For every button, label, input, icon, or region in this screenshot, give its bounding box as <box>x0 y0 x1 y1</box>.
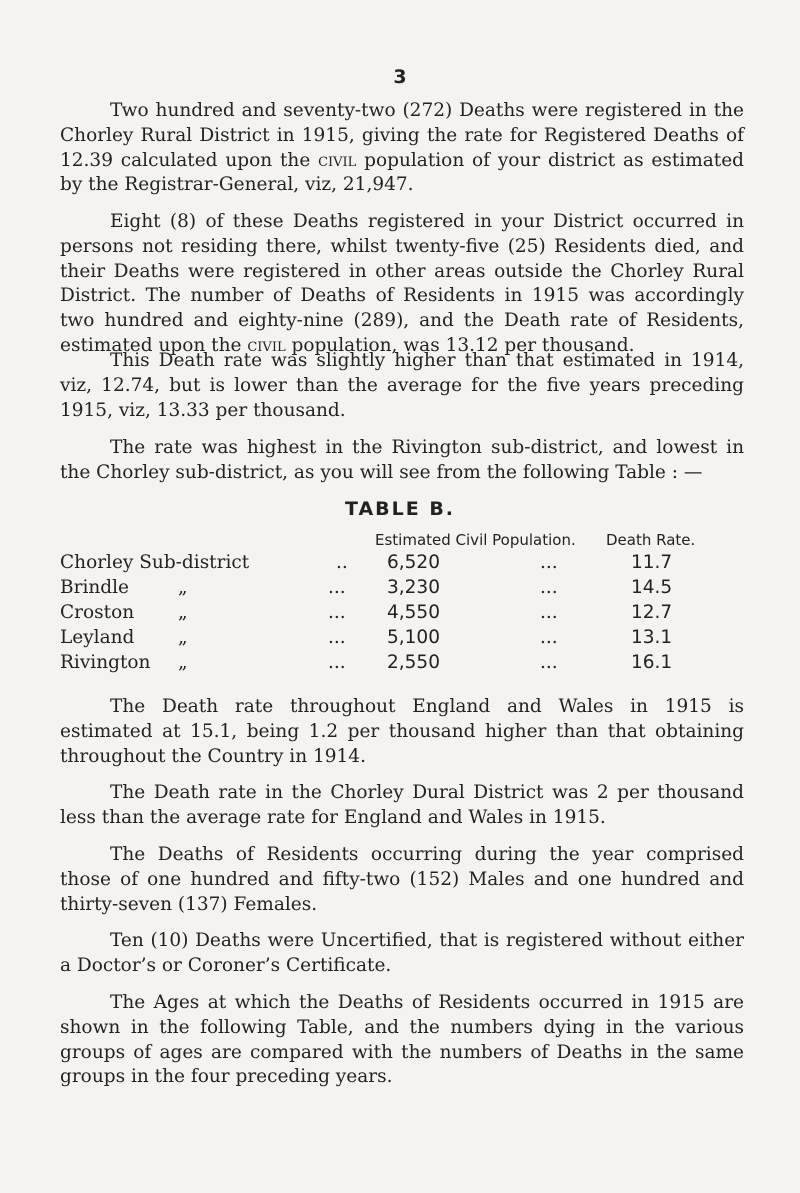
paragraph-sub-districts: The rate was highest in the Rivington sub-district, and lowest in the Chorley sub-district, as you will see from the following Table : — <box>60 437 744 483</box>
leader-dots: ... <box>328 627 346 648</box>
paragraph-text: Eight (8) of these Deaths registered in your District occurred in persons not residing there, whilst twenty-five (25) Residents died, and their Deaths were registered in other areas outside the Chorley Rural District. The number of Deaths of Residents in 1915 was accordingly two hundred and eighty-nine (289), and the Death rate of Residents, estimated upon the <box>60 211 744 356</box>
district-name: Brindle <box>60 577 129 598</box>
small-caps-word: civil <box>247 334 286 356</box>
table-row <box>0 602 800 626</box>
ditto-mark: „ <box>178 627 188 648</box>
paragraph-district-vs-average: The Death rate in the Chorley Dural District was 2 per thousand less than the average rate for England and Wales in 1915. <box>60 782 744 828</box>
column-header-death-rate: Death Rate. <box>606 531 696 549</box>
paragraph-text: population, was 13.12 per thousand. <box>285 334 635 356</box>
paragraph-ages-table-intro: The Ages at which the Deaths of Residents occurred in 1915 are shown in the following Table, and the numbers dying in the various groups of ages are compared with the numbers of Deaths in the same groups in the four preceding years. <box>60 992 744 1088</box>
paragraph-residents <box>60 210 744 359</box>
district-name: Leyland <box>60 627 135 648</box>
ditto-mark: „ <box>178 652 188 673</box>
page-number: 3 <box>393 66 407 88</box>
population-value: 3,230 <box>387 577 440 598</box>
table-row <box>0 652 800 676</box>
death-rate-value: 14.5 <box>631 577 673 598</box>
death-rate-value: 11.7 <box>631 552 673 573</box>
leader-dots: ... <box>328 577 346 598</box>
paragraph-deaths-registered <box>60 99 744 198</box>
population-value: 6,520 <box>387 552 440 573</box>
table-title: TABLE B. <box>344 498 456 520</box>
small-caps-word: civil <box>318 149 357 171</box>
death-rate-value: 16.1 <box>631 652 673 673</box>
district-name: Rivington <box>60 652 151 673</box>
population-value: 4,550 <box>387 602 440 623</box>
paragraph-uncertified: Ten (10) Deaths were Uncertified, that is registered without either a Doctor’s or Coroner’s Certificate. <box>60 930 744 976</box>
paragraph-males-females: The Deaths of Residents occurring during the year comprised those of one hundred and fifty-two (152) Males and one hundred and thirty-seven (137) Females. <box>60 844 744 915</box>
ditto-mark: „ <box>178 602 188 623</box>
leader-dots: ... <box>328 652 346 673</box>
leader-dots: ... <box>540 577 558 598</box>
death-rate-value: 12.7 <box>631 602 673 623</box>
district-name: Chorley Sub-district <box>60 552 250 573</box>
leader-dots: ... <box>540 652 558 673</box>
paragraph-text: Two hundred and seventy-two (272) Deaths were registered in the Chorley Rural District in 1915, giving the rate for Registered Deaths of 12.39 calculated upon the <box>60 100 744 171</box>
paragraph-comparison-1914: This Death rate was slightly higher than that estimated in 1914, viz, 12.74, but is lower than the average for the five years preceding 1915, viz, 13.33 per thousand. <box>60 350 744 421</box>
leader-dots: ... <box>540 627 558 648</box>
ditto-mark: „ <box>178 577 188 598</box>
paragraph-england-wales: The Death rate throughout England and Wales in 1915 is estimated at 15.1, being 1.2 per thousand higher than that obtaining throughout the Country in 1914. <box>60 696 744 767</box>
population-value: 5,100 <box>387 627 440 648</box>
death-rate-value: 13.1 <box>631 627 673 648</box>
leader-dots: ... <box>540 602 558 623</box>
leader-dots: ... <box>540 552 558 573</box>
paragraph-text: population of your district as estimated by the Registrar-General, viz, 21,947. <box>60 149 744 196</box>
table-row <box>0 627 800 651</box>
district-name: Croston <box>60 602 135 623</box>
leader-dots: ... <box>328 602 346 623</box>
table-row <box>0 577 800 601</box>
table-row <box>0 552 800 576</box>
column-header-population: Estimated Civil Population. <box>375 531 576 549</box>
population-value: 2,550 <box>387 652 440 673</box>
leader-dots: .. <box>336 552 348 573</box>
